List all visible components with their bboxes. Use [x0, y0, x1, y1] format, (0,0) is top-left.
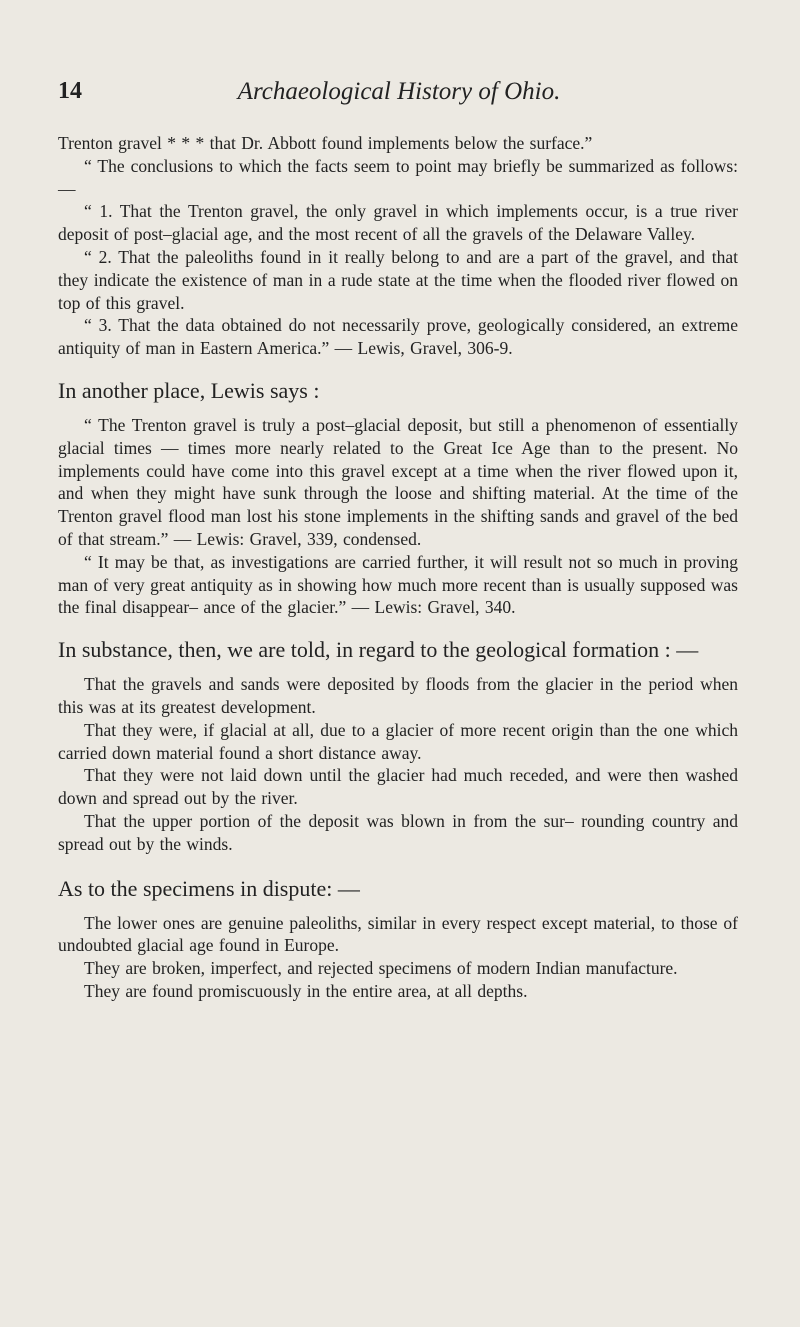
paragraph: That they were, if glacial at all, due to a glacier of more recent origin than the one which carried down material found a short distance away.	[58, 719, 738, 763]
section-lead-in: As to the specimens in dispute: —	[58, 875, 360, 901]
section-lead-in: In substance, then, we are told, in regard to the geological formation : —	[58, 637, 699, 663]
page-number: 14	[58, 78, 82, 104]
section-lead-in: In another place, Lewis says :	[58, 377, 320, 403]
paragraph: “ 3. That the data obtained do not necessarily prove, geologically considered, an extreme antiquity of man in Eastern America.” — Lewis, Gravel, 306-9.	[58, 315, 738, 359]
page-header	[58, 78, 740, 114]
paragraph: “ 2. That the paleoliths found in it really belong to and are a part of the gravel, and that they indicate the existence of man in a rude state at the time when the flooded river flowed on top of this gravel.	[58, 246, 738, 313]
paragraph: They are found promiscuously in the entire area, at all depths.	[84, 980, 528, 1001]
paragraph: That they were not laid down until the glacier had much receded, and were then washed down and spread out by the river.	[58, 765, 738, 809]
page-body	[58, 132, 738, 1003]
paragraph: “ The conclusions to which the facts seem to point may briefly be summarized as follows:—	[58, 155, 738, 199]
paragraph: That the upper portion of the deposit was blown in from the sur– rounding country and spread out by the winds.	[58, 810, 738, 854]
paragraph: Trenton gravel * * * that Dr. Abbott found implements below the surface.”	[58, 133, 593, 153]
paragraph: “ The Trenton gravel is truly a post–glacial deposit, but still a phenomenon of essentially glacial times — times more nearly related to the Great Ice Age than to the present. No implements could have come into this gravel except at a time when the river flowed upon it, and when they might have sunk through the loose and shifting material. At the time of the Trenton gravel flood man lost his stone implements in the shifting sands and gravel of the bed of that stream.” — Lewis: Gravel, 339, condensed.	[58, 414, 738, 549]
paragraph: The lower ones are genuine paleoliths, similar in every respect except material, to those of undoubted glacial age found in Europe.	[58, 912, 738, 956]
paragraph: “ 1. That the Trenton gravel, the only gravel in which implements occur, is a true river deposit of post–glacial age, and the most recent of all the gravels of the Delaware Valley.	[58, 201, 738, 245]
running-title: Archaeological History of Ohio.	[237, 78, 561, 105]
paragraph: They are broken, imperfect, and rejected specimens of modern Indian manufacture.	[84, 958, 678, 979]
paragraph: “ It may be that, as investigations are carried further, it will result not so much in proving man of very great antiquity as in showing how much more recent than is usually supposed was the final disappear– ance of the glacier.” — Lewis: Gravel, 340.	[58, 551, 738, 618]
paragraph: That the gravels and sands were deposited by floods from the glacier in the period when this was at its greatest development.	[58, 674, 738, 717]
